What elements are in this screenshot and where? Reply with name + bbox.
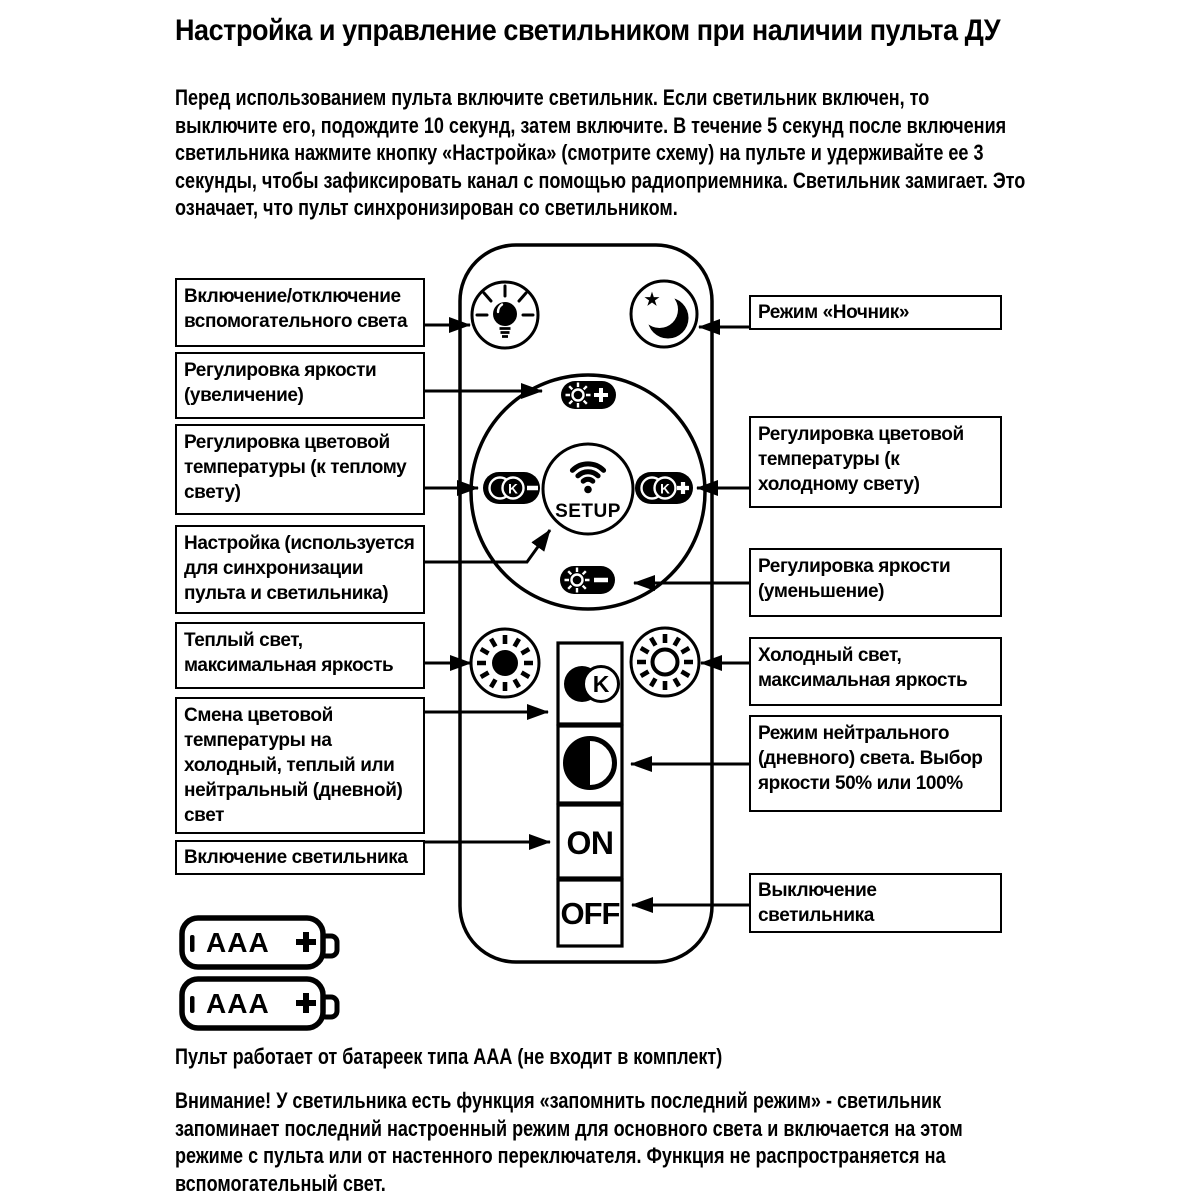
svg-text:K: K [508, 481, 518, 497]
battery-type-label: AAA [206, 927, 270, 958]
svg-text:K: K [592, 671, 610, 697]
setup-button [543, 444, 633, 534]
callout-brightness-up: Регулировка яркости (увеличение) [175, 352, 425, 419]
battery-minus-mark [190, 935, 195, 952]
callout-brightness-down: Регулировка яркости (уменьшение) [749, 548, 1002, 617]
setup-label: SETUP [555, 501, 621, 522]
cold-max-button [631, 628, 699, 696]
battery-aaa-1 [182, 918, 337, 967]
battery-aaa-2 [182, 979, 337, 1028]
battery-note: Пульт работает от батареек типа ААА (не входит в комплект) [175, 1044, 723, 1069]
callout-temp-cold: Регулировка цветовой температуры (к холодному свету) [749, 416, 1002, 508]
button-column [558, 643, 622, 946]
svg-text:K: K [660, 481, 670, 497]
off-label: OFF [560, 896, 620, 931]
callout-on: Включение светильника [175, 840, 425, 875]
intro-paragraph: Перед использованием пульта включите светильник. Если светильник включен, то выключите его, подождите 10 секунд, затем включите. В течение 5 секунд после включения светильника нажмите кнопку «Настройка» (смотрите схему) на пульте и удерживайте ее 3 секунды, чтобы зафиксировать канал с помощью радиоприемника. Светильник замигает. Это означает, что пульт синхронизирован со светильником. [175, 85, 1026, 220]
callout-warm-max: Теплый свет, максимальная яркость [175, 622, 425, 689]
battery-type-label: AAA [206, 988, 270, 1019]
callout-aux-light: Включение/отключение вспомогательного света [175, 278, 425, 347]
on-label: ON [566, 825, 614, 861]
callout-off: Выключение светильника [749, 873, 1002, 933]
half-circle-icon [566, 739, 615, 788]
callout-neutral-mode: Режим нейтрального (дневного) света. Выбор яркости 50% или 100% [749, 715, 1002, 812]
callout-setup: Настройка (используется для синхронизации пульта и светильника) [175, 525, 425, 614]
callout-cold-max: Холодный свет, максимальная яркость [749, 637, 1002, 706]
page-title: Настройка и управление светильником при наличии пульта ДУ [175, 14, 1001, 47]
remote-control [460, 245, 712, 962]
star-icon: ★ [644, 290, 660, 309]
temp-cold-button [635, 472, 693, 504]
temp-warm-button [483, 472, 540, 504]
warning-paragraph: Внимание! У светильника есть функция «запомнить последний режим» - светильник запоминает последний настроенный режим для основного света и включается на этом режиме с пульта или от настенного переключателя. Функция не распространяется на вспомогательный свет. [175, 1088, 963, 1196]
callout-night-mode: Режим «Ночник» [749, 295, 1002, 330]
k-moon-icon [564, 666, 619, 702]
warm-max-button [471, 629, 539, 697]
brightness-up-button [561, 381, 616, 409]
brightness-down-button [560, 566, 615, 594]
callout-temp-warm: Регулировка цветовой температуры (к теплому свету) [175, 424, 425, 515]
callout-temp-cycle: Смена цветовой температуры на холодный, теплый или нейтральный (дневной) свет [175, 697, 425, 834]
battery-minus-mark [190, 996, 195, 1013]
